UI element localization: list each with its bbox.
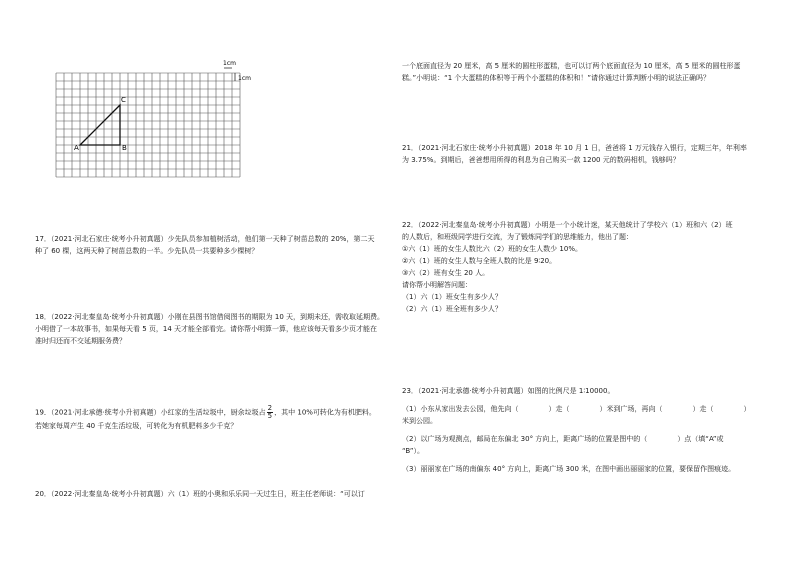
fraction-numerator: 2: [267, 404, 273, 412]
q23-line4-b: ）点（填“A”或: [677, 435, 724, 443]
q22-prompt: 请你帮小明解答问题：: [402, 281, 472, 289]
q18-line1: 18．（2022·河北秦皇岛·统考小升初真题）小刚在县图书馆借阅图书的期限为 10 天，到期未还，需收取延期费。: [35, 313, 385, 321]
q23-line2-a: （1）小东从家出发去公园，他先向（: [402, 405, 519, 413]
q19-line2: 若她家每周产生 40 千克生活垃圾，可转化为有机肥料多少千克？: [35, 422, 238, 430]
point-label-c: C: [121, 96, 126, 104]
question-18: [35, 311, 393, 347]
q23-line5: “B”）。: [402, 447, 424, 455]
q22-line2: 的人数后，和班级同学进行交流，为了锻炼同学们的思维能力，他出了题：: [402, 233, 633, 241]
q19-line1-before: 19．（2021·河北承德·统考小升初真题）小红家的生活垃圾中，厨余垃圾占: [35, 408, 266, 417]
q22-cond1: ①六（1）班的女生人数比六（2）班的女生人数少 10%。: [402, 245, 582, 253]
question-20-continued: [402, 60, 741, 84]
question-17: [35, 233, 393, 257]
q19-line1-after: ，其中 10%可转化为有机肥料。: [274, 408, 376, 417]
q23-line2-d: ）走（: [692, 405, 714, 413]
scale-label-v: 1cm: [238, 75, 251, 82]
q23-line6: （3）丽丽家在广场的南偏东 40° 方向上，距离广场 300 米，在图中画出丽丽家的位置，要保留作图痕迹。: [402, 465, 736, 473]
question-20: [35, 488, 393, 500]
q23-line2-c: ）米到广场，再向（: [599, 405, 663, 413]
question-21: [402, 142, 747, 166]
question-19: [35, 405, 393, 432]
grid-svg: [55, 60, 255, 178]
q21-line2: 为 3.75%。到期后，爸爸想用所得的利息为自己购买一款 1200 元的数码相机，钱够吗？: [402, 156, 680, 164]
q18-line2: 小明借了一本故事书，如果每天看 5 页，14 天才能全部看完。请你帮小明算一算，他应该每天看多少页才能在: [35, 325, 378, 333]
point-label-b: B: [122, 144, 127, 152]
question-23: [402, 385, 751, 475]
q23-line2-e: ）: [743, 405, 751, 413]
q17-line2: 种了 60 棵，这两天种了树苗总数的一半。少先队员一共要种多少棵树？: [35, 247, 259, 255]
q17-line1: 17．（2021·河北石家庄·统考小升初真题）少先队员参加植树活动，他们第一天种了树苗总数的 20%，第二天: [35, 235, 375, 243]
q20-line1: 20．（2022·河北秦皇岛·统考小升初真题）六（1）班的小奥和乐乐同一天过生日，班主任老师说：“可以订: [35, 490, 365, 498]
q20cont-line1: 一个底面直径为 20 厘米，高 5 厘米的圆柱形蛋糕，也可以订两个底面直径为 10 厘米，高 5 厘米的圆柱形蛋: [402, 62, 741, 70]
q23-line1: 23．（2021·河北承德·统考小升初真题）如图的比例尺是 1∶10000。: [402, 387, 615, 395]
q19-line1: [35, 405, 393, 420]
q22-line1: 22．（2022·河北秦皇岛·统考小升初真题）小明是一个小统计迷，某天他统计了学校六（1）班和六（2）班: [402, 221, 733, 229]
q23-line3: 米到公园。: [402, 417, 437, 425]
question-22: [402, 219, 732, 315]
scale-label-h: 1cm: [223, 60, 236, 67]
q22-sub2: （2）六（1）班全班有多少人？: [402, 305, 502, 313]
grid-lines: [56, 73, 240, 177]
q23-line2-b: ）走（: [548, 405, 570, 413]
fraction-two-fifths: [267, 405, 273, 420]
q23-line2: [402, 403, 751, 415]
q22-cond2: ②六（1）班的女生人数与全班人数的比是 9∶20。: [402, 257, 557, 265]
triangle-abc: [80, 105, 120, 145]
q22-cond3: ③六（2）班有女生 20 人。: [402, 269, 490, 277]
q18-line3: 准时归还而不交延期服务费？: [35, 337, 126, 345]
q20cont-line2: 糕。”小明说：“1 个大蛋糕的体积等于两个小蛋糕的体积和！”请你通过计算判断小明的说法正确吗？: [402, 74, 711, 82]
q21-line1: 21．（2021·河北石家庄·统考小升初真题）2018 年 10 月 1 日，爸爸将 1 万元钱存入银行，定期三年，年利率: [402, 144, 747, 152]
grid-figure: [55, 60, 255, 182]
q22-sub1: （1）六（1）班女生有多少人？: [402, 293, 502, 301]
point-label-a: A: [74, 144, 79, 152]
q23-line4: [402, 433, 732, 445]
q23-line4-a: （2）以广场为观测点，邮局在东偏北 30° 方向上，距离广场的位置是图中的（: [402, 435, 648, 443]
fraction-denominator: 5: [267, 412, 273, 420]
